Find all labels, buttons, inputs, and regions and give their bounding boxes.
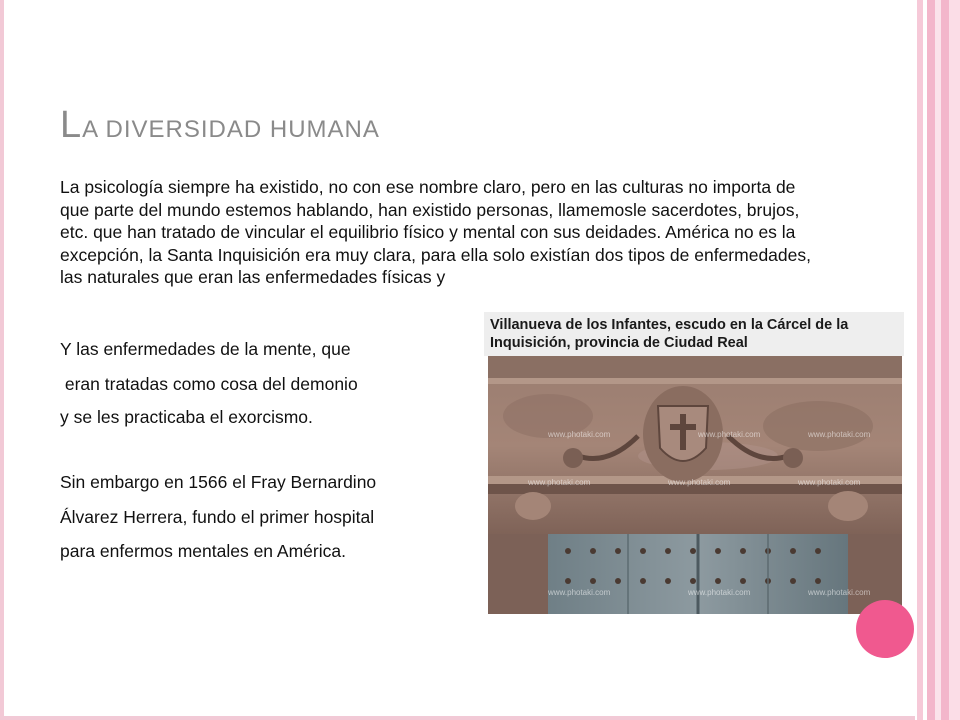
body-line-1: Y las enfermedades de la mente, que — [60, 339, 351, 359]
title-initial: L — [60, 104, 83, 146]
watermark-2: www.photaki.com — [698, 430, 761, 439]
image-caption — [484, 312, 904, 356]
watermark-4: www.photaki.com — [528, 478, 591, 487]
decorative-stripes — [915, 0, 960, 720]
body-line-6: para enfermos mentales en América. — [60, 541, 346, 561]
body-line-2: eran tratadas como cosa del demonio — [60, 374, 358, 394]
watermark-6: www.photaki.com — [798, 478, 861, 487]
intro-paragraph: La psicología siempre ha existido, no con ese nombre claro, pero en las culturas no importa de que parte del mundo estemos hablando, han existido personas, llamemosle sacerdotes, brujos, etc. que han tratado de vincular el equilibrio físico y mental con sus deidades. América no es la excepción, la Santa Inquisición era muy clara, para ella solo existían dos tipos de enfermedades, las naturales que eran las enfermedades físicas y — [60, 177, 811, 287]
watermark-8: www.photaki.com — [688, 588, 751, 597]
accent-circle — [856, 600, 914, 658]
watermark-7: www.photaki.com — [548, 588, 611, 597]
watermark-3: www.photaki.com — [808, 430, 871, 439]
watermark-9: www.photaki.com — [808, 588, 871, 597]
frame-bottom-border — [0, 716, 960, 720]
body-line-5: Álvarez Herrera, fundo el primer hospital — [60, 507, 375, 527]
frame-left-border — [0, 0, 4, 720]
watermark-5: www.photaki.com — [668, 478, 731, 487]
image-caption-line-2: Inquisición, provincia de Ciudad Real — [490, 335, 748, 351]
slide-title — [60, 104, 380, 147]
title-rest: A DIVERSIDAD HUMANA — [82, 116, 380, 143]
image-caption-line-1: Villanueva de los Infantes, escudo en la Cárcel de la — [490, 317, 849, 333]
inquisition-doorway-photo — [488, 356, 902, 614]
body-line-4: Sin embargo en 1566 el Fray Bernardino — [60, 472, 377, 492]
watermark-1: www.photaki.com — [548, 430, 611, 439]
body-line-3: y se les practicaba el exorcismo. — [60, 407, 313, 427]
